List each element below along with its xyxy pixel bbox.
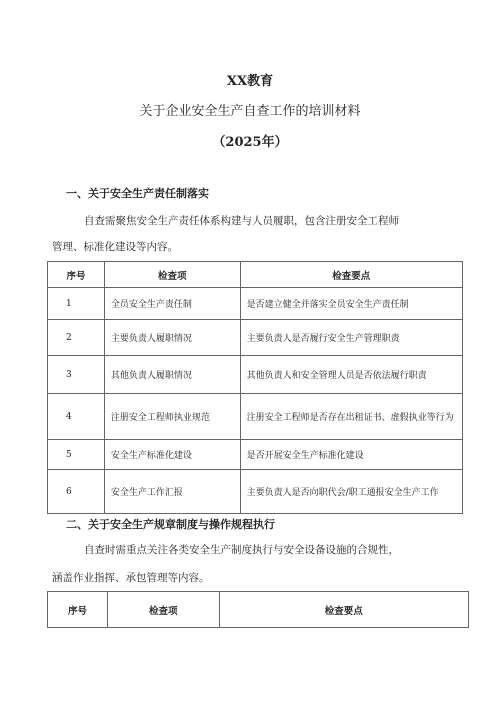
table-row: [48, 356, 463, 394]
cell-points: 是否开展安全生产标准化建设: [240, 440, 462, 470]
header-cell-item: 检查项: [104, 262, 240, 288]
header-cell-index: 序号: [48, 262, 105, 288]
cell-index: 1: [48, 288, 105, 320]
section1-check-table: [47, 261, 463, 514]
cell-index: 4: [48, 394, 105, 440]
table-row: [48, 470, 463, 514]
document-year: （2025年）: [212, 135, 288, 150]
table-header-row: [48, 592, 469, 628]
cell-index: 3: [48, 356, 105, 394]
document-title: 关于企业安全生产自查工作的培训材料: [139, 104, 361, 119]
cell-item: 全员安全生产责任制: [104, 288, 240, 320]
cell-index: 5: [48, 440, 105, 470]
cell-points: 注册安全工程师是否存在出租证书、虚假执业等行为: [240, 394, 462, 440]
section1-paragraph-line1: 自查需聚焦安全生产责任体系构建与人员履职，包含注册安全工程师: [84, 215, 399, 227]
cell-points: 主要负责人是否履行安全生产管理职责: [240, 320, 462, 356]
section1-paragraph-line2: 管理、标准化建设等内容。: [52, 241, 178, 253]
cell-item: 主要负责人履职情况: [104, 320, 240, 356]
section1-heading: 一、关于安全生产责任制落实: [66, 187, 209, 200]
table-header-row: [48, 262, 463, 288]
header-cell-item: 检查项: [107, 592, 219, 628]
section2-heading: 二、关于安全生产规章制度与操作规程执行: [66, 518, 275, 531]
cell-item: 安全生产标准化建设: [104, 440, 240, 470]
cell-index: 2: [48, 320, 105, 356]
section2-paragraph-line2: 涵盖作业指挥、承包管理等内容。: [52, 572, 210, 584]
cell-points: 其他负责人和安全管理人员是否依法履行职责: [240, 356, 462, 394]
table-row: [48, 394, 463, 440]
cell-item: 注册安全工程师执业规范: [104, 394, 240, 440]
cell-item: 其他负责人履职情况: [104, 356, 240, 394]
header-cell-index: 序号: [48, 592, 108, 628]
org-name: XX教育: [226, 74, 274, 89]
cell-item: 安全生产工作汇报: [104, 470, 240, 514]
header-cell-points: 检查要点: [219, 592, 468, 628]
section2-check-table: [47, 591, 469, 628]
cell-points: 主要负责人是否向职代会/职工通报安全生产工作: [240, 470, 462, 514]
table-row: [48, 288, 463, 320]
section2-paragraph-line1: 自查时需重点关注各类安全生产制度执行与安全设备设施的合规性，: [84, 544, 399, 556]
cell-points: 是否建立健全并落实全员安全生产责任制: [240, 288, 462, 320]
header-cell-points: 检查要点: [240, 262, 462, 288]
table-row: [48, 320, 463, 356]
cell-index: 6: [48, 470, 105, 514]
table-row: [48, 440, 463, 470]
